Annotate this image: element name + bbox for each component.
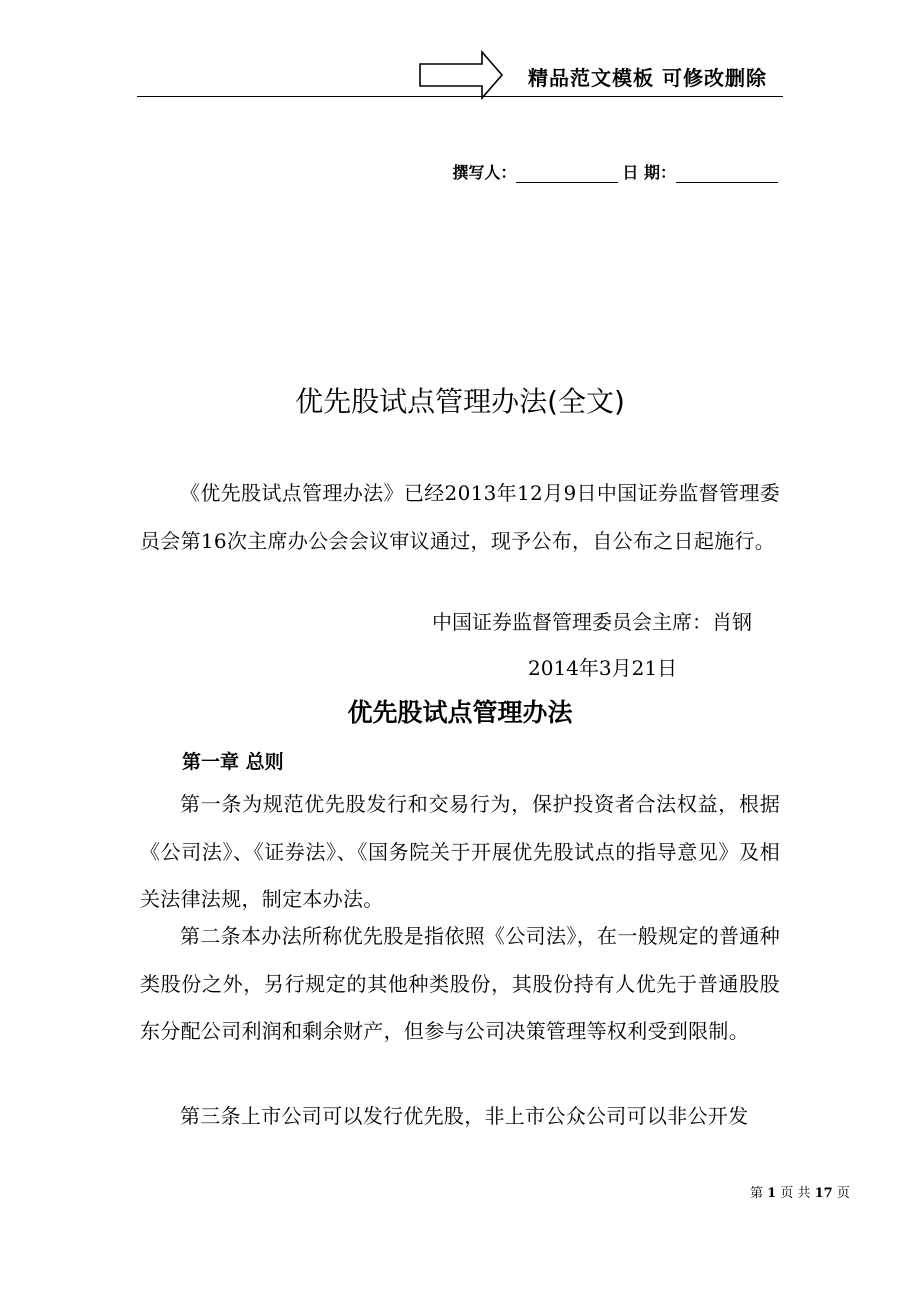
section-title: 优先股试点管理办法 bbox=[347, 698, 573, 727]
author-field[interactable] bbox=[516, 164, 618, 183]
total-pages: 17 bbox=[814, 1186, 833, 1201]
header-divider bbox=[137, 96, 783, 97]
footer-prefix: 第 bbox=[750, 1186, 764, 1201]
date-label: 日 期： bbox=[622, 163, 676, 182]
article-2: 第二条本办法所称优先股是指依照《公司法》，在一般规定的普通种类股份之外，另行规定的其他种类股份，其股份持有人优先于普通股股东分配公司利润和剩余财产，但参与公司决策管理等权利受到限制。 bbox=[140, 924, 780, 1043]
footer-suffix: 页 bbox=[836, 1186, 850, 1201]
arrow-icon bbox=[418, 50, 504, 100]
article-3: 第三条上市公司可以发行优先股，非上市公众公司可以非公开发 bbox=[180, 1104, 749, 1128]
date-field[interactable] bbox=[676, 164, 778, 183]
signer: 中国证券监督管理委员会主席：肖钢 bbox=[432, 610, 752, 634]
header-banner: 精品范文模板 可修改删除 bbox=[528, 66, 767, 90]
page-footer bbox=[750, 1182, 850, 1201]
chapter-heading: 第一章 总则 bbox=[182, 751, 284, 773]
footer-middle: 页 共 bbox=[780, 1186, 811, 1201]
document-title: 优先股试点管理办法(全文) bbox=[295, 385, 625, 418]
current-page: 1 bbox=[767, 1186, 777, 1201]
article-1: 第一条为规范优先股发行和交易行为，保护投资者合法权益，根据《公司法》、《证券法》、《国务院关于开展优先股试点的指导意见》及相关法律法规，制定本办法。 bbox=[140, 792, 780, 911]
issue-date: 2014年3月21日 bbox=[528, 656, 678, 680]
signature-row bbox=[452, 160, 782, 183]
author-label: 撰写人： bbox=[452, 163, 517, 182]
intro-paragraph: 《优先股试点管理办法》已经2013年12月9日中国证券监督管理委员会第16次主席办公会会议审议通过，现予公布，自公布之日起施行。 bbox=[140, 481, 780, 553]
